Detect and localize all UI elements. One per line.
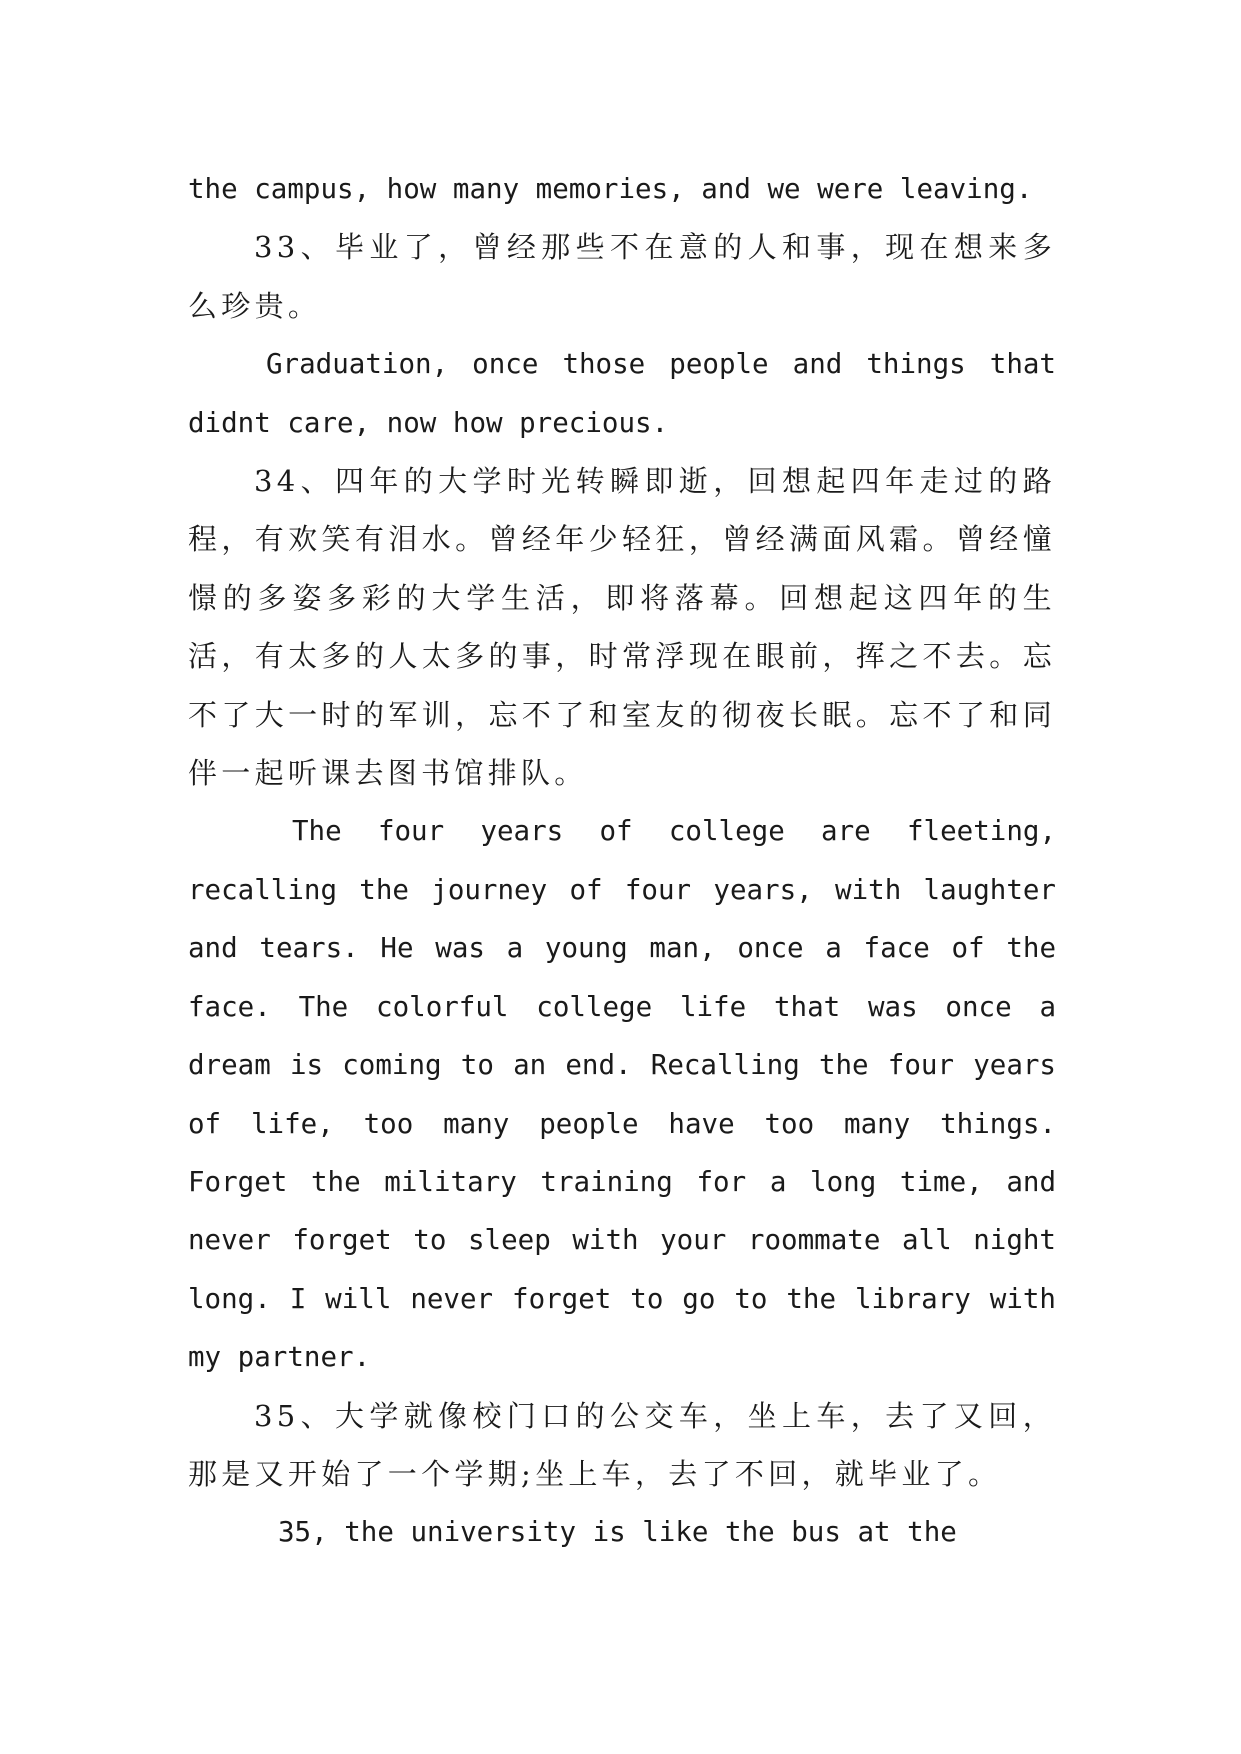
- paragraph-34-chinese: 34、四年的大学时光转瞬即逝，回想起四年走过的路程，有欢笑有泪水。曾经年少轻狂，曾经满面风霜。曾经憧憬的多姿多彩的大学生活，即将落幕。回想起这四年的生活，有太多的人太多的事，时常浮现在眼前，挥之不去。忘不了大一时的军训，忘不了和室友的彻夜长眠。忘不了和同伴一起听课去图书馆排队。: [188, 464, 1056, 791]
- paragraph-continuation: the campus, how many memories, and we were leaving.: [188, 173, 1033, 205]
- document-body: [188, 160, 1056, 1562]
- paragraph-34-english: The four years of college are fleeting, recalling the journey of four years, with laughter and tears. He was a young man, once a face of the face. The colorful college life that was once a dream is coming to an end. Recalling the four years of life, too many people have too many things. Forget the military training for a long time, and never forget to sleep with your roommate all night long. I will never forget to go to the library with my partner.: [188, 815, 1056, 1374]
- paragraph-35-chinese: 35、大学就像校门口的公交车，坐上车，去了又回，那是又开始了一个学期;坐上车，去了不回，就毕业了。: [188, 1398, 1056, 1491]
- paragraph-33-english: Graduation, once those people and things that didnt care, now how precious.: [188, 348, 1056, 439]
- paragraph-33-chinese: 33、毕业了，曾经那些不在意的人和事，现在想来多么珍贵。: [188, 230, 1056, 323]
- paragraph-35-english: 35, the university is like the bus at the: [278, 1516, 957, 1549]
